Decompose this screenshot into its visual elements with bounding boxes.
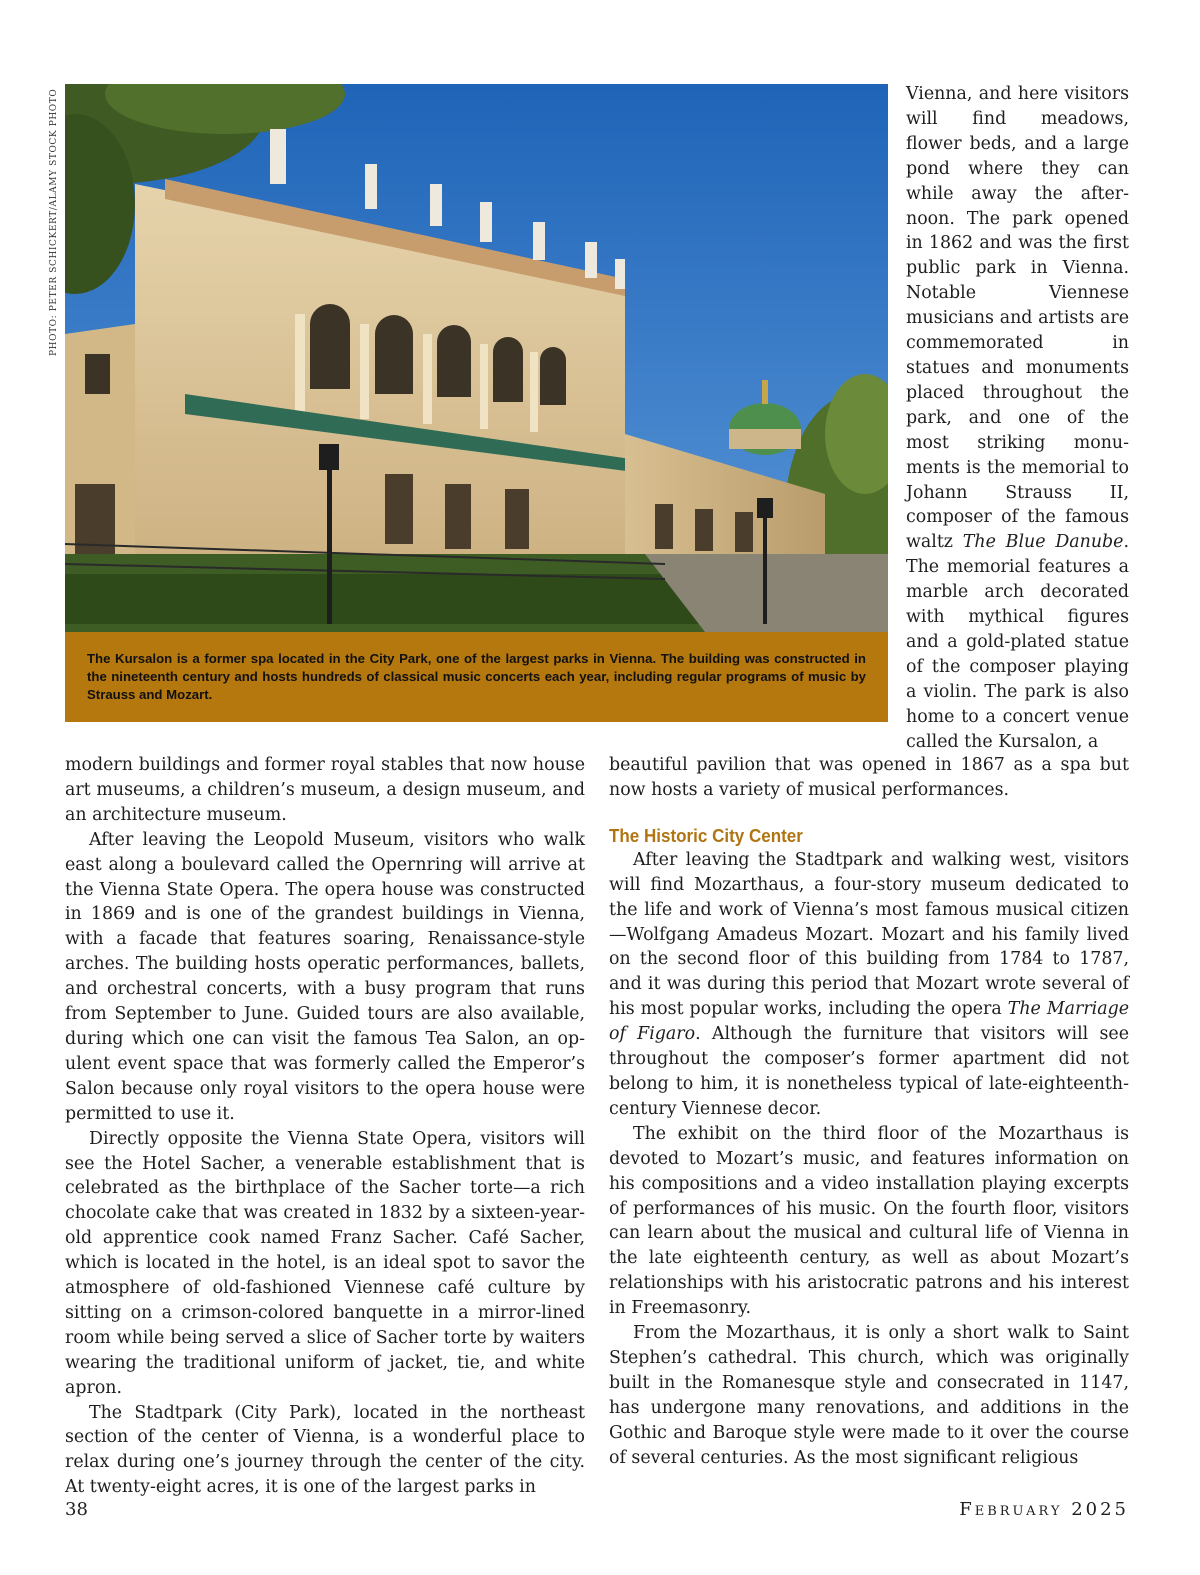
right-paragraph-3: The exhibit on the third floor of the Mozarthaus is devoted to Mozart’s music, and features information on his compositions and a video installation playing excerpts of performances of his music. On the fourth floor, visitors can learn about the musical and cultural life of Vienna in the late eighteenth century, as well as about Mozart’s relationships with his aristocratic patrons and his interest in Freemasonry.: [609, 1123, 1129, 1319]
kursalon-photo: [65, 84, 888, 632]
left-paragraph-4: The Stadtpark (City Park), located in the northeast section of the center of Vienna, is a wonderful place to relax during one’s journey through the center of the city. At twenty-eight acres, it is one of the largest parks in: [65, 1402, 585, 1498]
section-subhead: The Historic City Center: [609, 824, 803, 846]
photo-credit: PHOTO: PETER SCHICKERT/ALAMY STOCK PHOTO: [49, 88, 59, 356]
right-paragraph-4: From the Mozarthaus, it is only a short walk to Saint Stephen’s cathedral. This church, which was originally built in the Romanesque style and consecrated in 1147, has undergone many renovations, and additions in the Gothic and Baroque style were made to it over the course of several centuries. As the most significant religious: [609, 1323, 1129, 1468]
right-paragraph-1: beautiful pavilion that was opened in 1867 as a spa but now hosts a variety of musical performances.: [609, 755, 1129, 800]
top-right-text-continued: . The memorial features a marble arch decorated with mythical figures and a gold-plated statue of the composer playing a violin. The park is also home to a concert venue called the Kursalon, a: [906, 532, 1129, 752]
left-paragraph-2: After leaving the Leopold Museum, visitors who walk east along a boulevard called the Opernring will arrive at the Vienna State Opera. The opera house was constructed in 1869 and is one of the grandest buildings in Vienna, with a facade that features soaring, Renaissance-style arches. The building hosts operatic performances, ballets, and orchestral concerts, with a busy program that runs from September to June. Guided tours are also available, during which one can visit the famous Tea Salon, an opulent event space that was formerly called the Emperor’s Salon because only royal visitors to the opera house were permitted to use it.: [65, 829, 585, 1124]
top-right-column: [906, 82, 1129, 754]
left-paragraph-1: modern buildings and former royal stables that now house art museums, a children’s museum, a design museum, and an architecture museum.: [65, 755, 585, 825]
left-paragraph-3: Directly opposite the Vienna State Opera, visitors will see the Hotel Sacher, a venerable establishment that is celebrated as the birthplace of the Sacher torte—a rich chocolate cake that was created in 1832 by a sixteen-year-old apprentice cook named Franz Sacher. Café Sacher, which is located in the hotel, is an ideal spot to savor the atmosphere of old-fashioned Viennese café culture by sitting on a crimson-colored banquette in a mirror-lined room while being served a slice of Sacher torte by waiters wearing the traditional uniform of jacket, tie, and white apron.: [65, 1128, 585, 1398]
right-paragraph-2-text-continued: . Although the furniture that visitors will see throughout the composer’s former apartment did not belong to him, it is nonetheless typical of late-eighteenth-century Viennese decor.: [609, 1024, 1129, 1119]
issue-date: February 2025: [959, 1499, 1129, 1520]
top-right-paragraph: [906, 82, 1129, 754]
right-paragraph-2: [609, 848, 1129, 1122]
left-column: [65, 753, 585, 1500]
photo-caption: The Kursalon is a former spa located in the City Park, one of the largest parks in Vienna. The building was constructed in the nineteenth century and hosts hundreds of classical music concerts each year, including regular programs of music by Strauss and Mozart.: [65, 632, 888, 722]
work-title: The Blue Danube: [962, 532, 1124, 553]
right-column: [609, 753, 1129, 1470]
right-paragraph-2-text: After leaving the Stadtpark and walking west, visitors will find Mozarthaus, a four-story museum dedicated to the life and work of Vienna’s most famous musical citizen—Wolfgang Amadeus Mozart. Mozart and his family lived on the second floor of this building from 1784 to 1787, and it was during this period that Mozart wrote several of his most popular works, including the opera: [609, 849, 1129, 1020]
page-number: 38: [65, 1499, 88, 1520]
opera-title: The Marriage of Figaro: [609, 999, 1129, 1045]
top-right-text: Vienna, and here visitors will find meadows, flower beds, and a large pond where they can while away the afternoon. The park opened in 1862 and was the first public park in Vienna. Notable Viennese musicians and artists are commemorated in statues and monuments placed throughout the park, and one of the most striking monuments is the memorial to Johann Strauss II, composer of the famous waltz: [906, 84, 1129, 553]
